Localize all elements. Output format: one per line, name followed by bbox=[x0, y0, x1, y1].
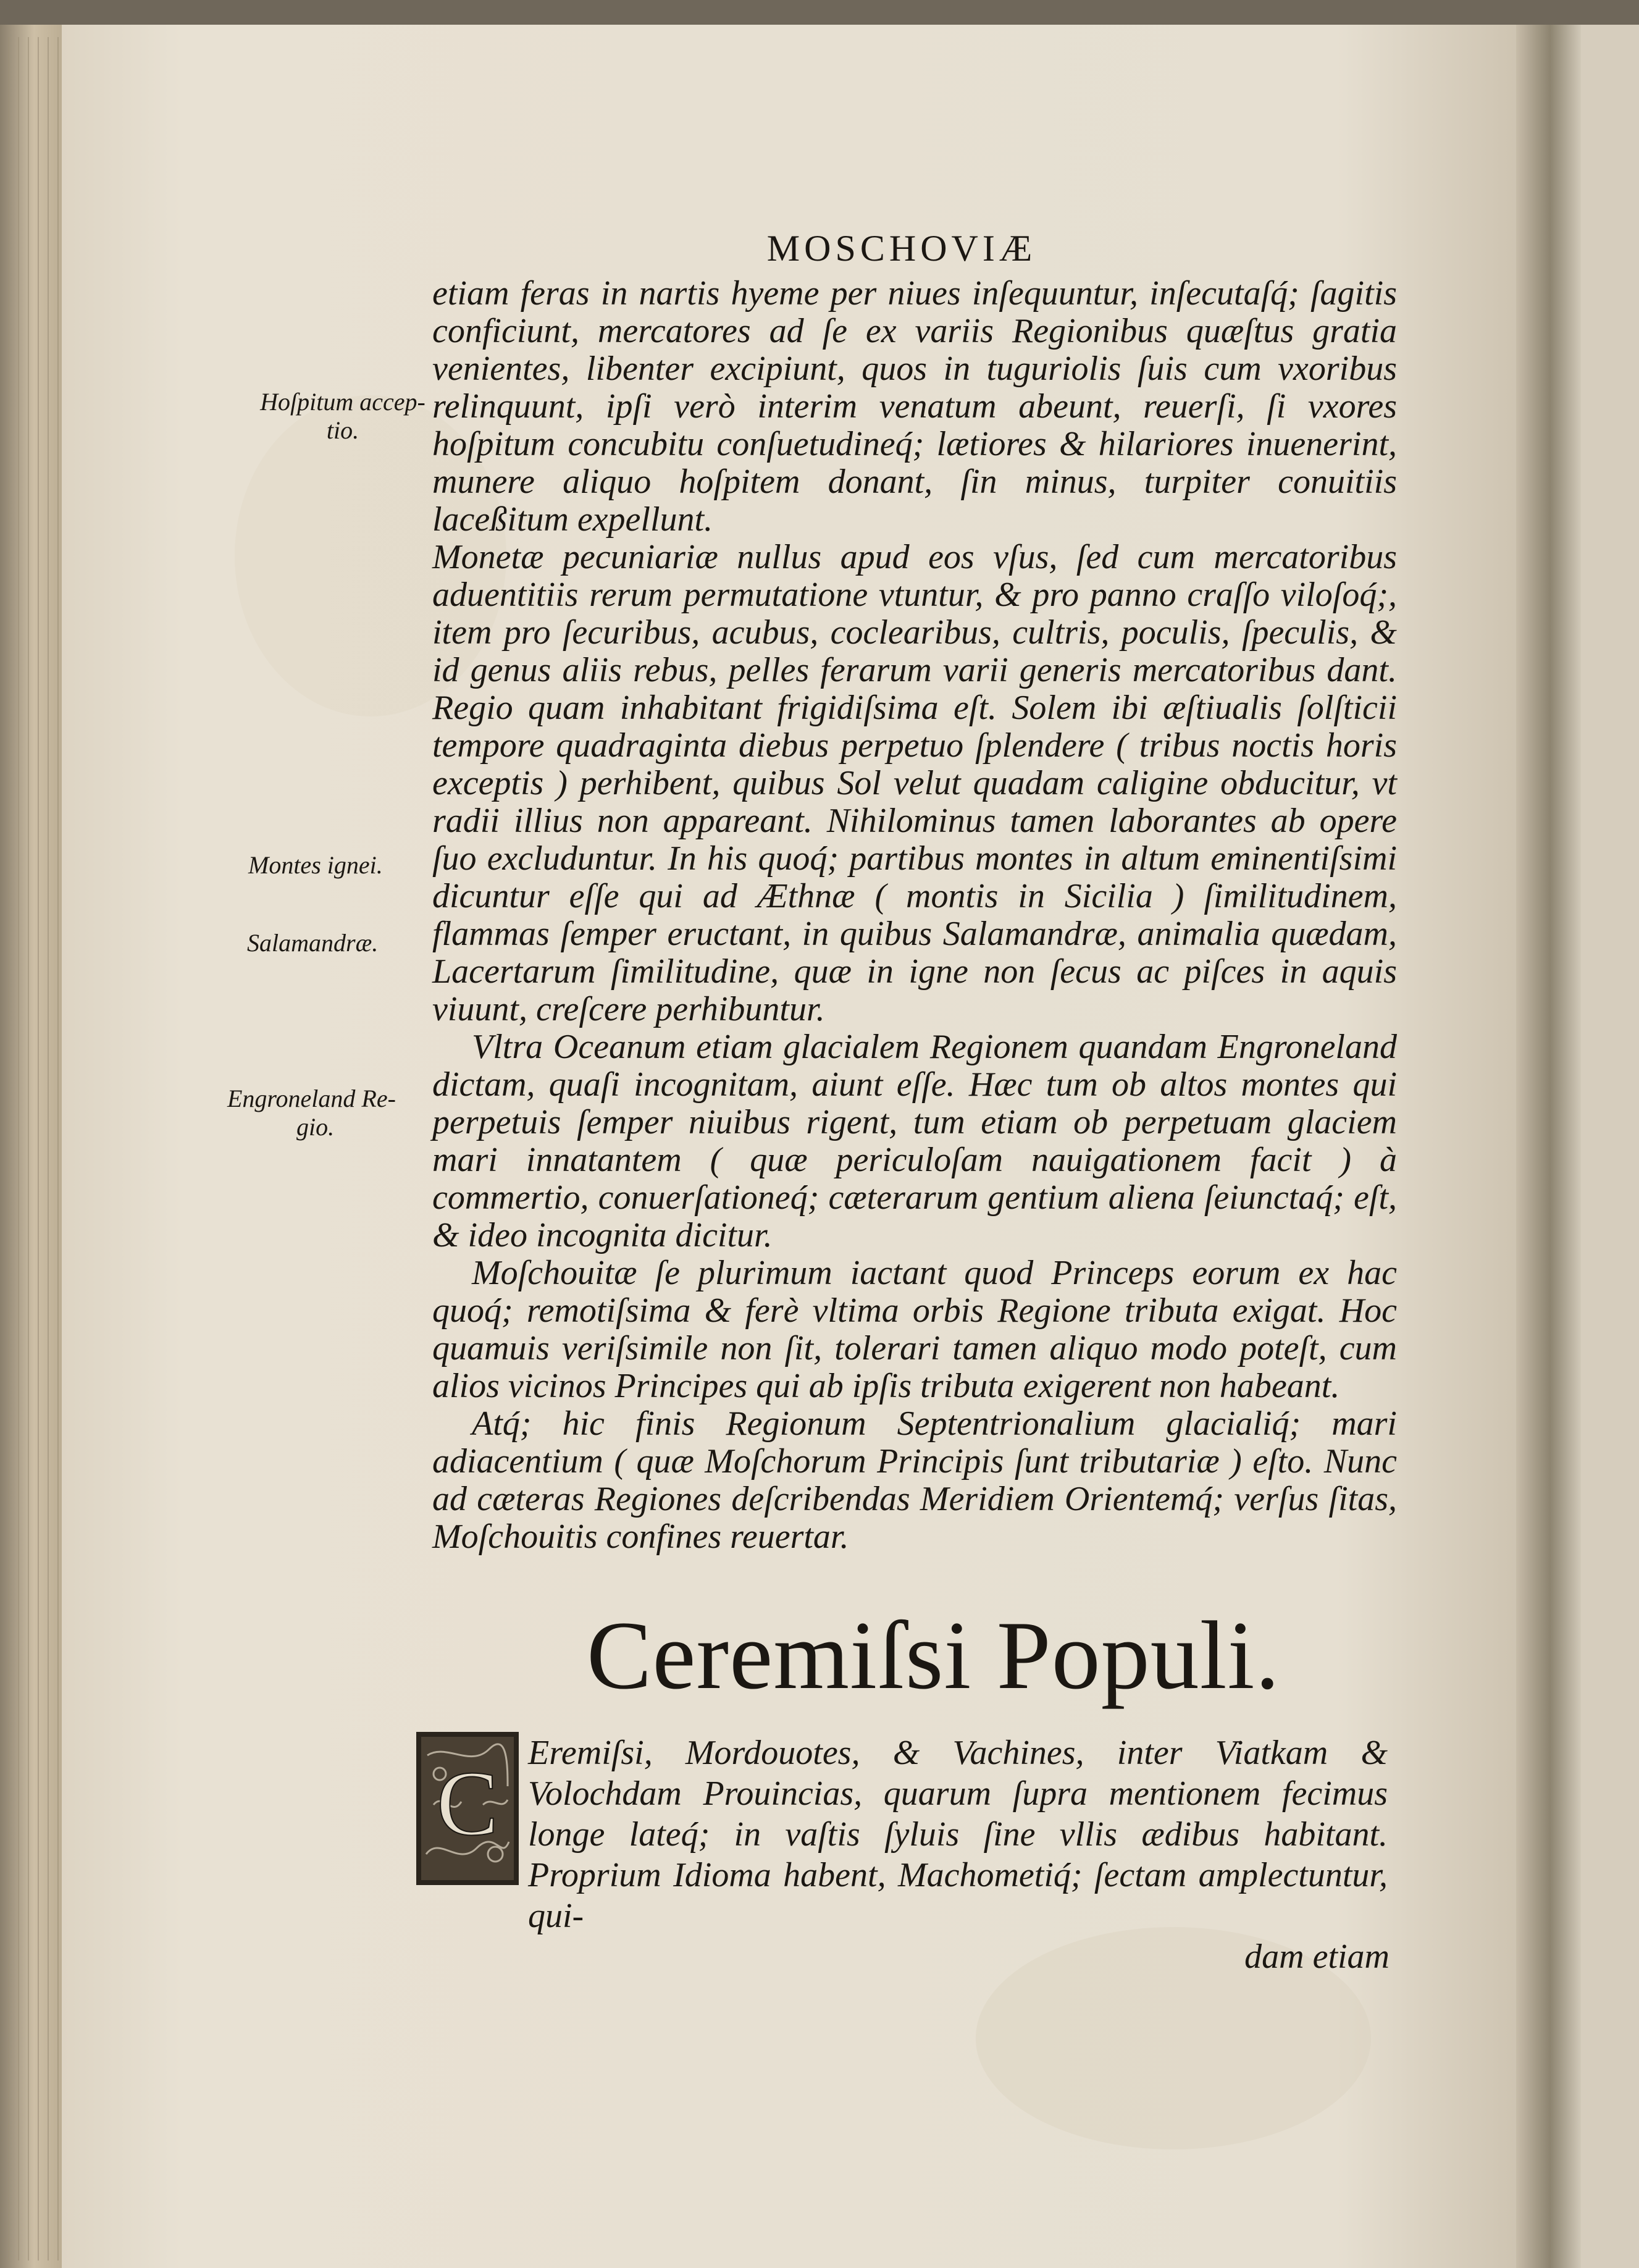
paragraph-engroneland: Vltra Oceanum etiam glacialem Regionem quandam Engroneland dictam, quaſi incognitam, aiunt eſſe. Hæc tum ob altos montes qui perpetuis ſemper niuibus rigent, tum etiam ob perpetuam glaciem mari innatantem ( quæ periculoſam nauigationem facit ) à commertio, conuerſationeq́; cæterarum gentium aliena ſeiunctaq́; eſt, & ideo incognita dicitur. bbox=[432, 1028, 1397, 1254]
main-text-block bbox=[432, 275, 1397, 1556]
decorated-initial bbox=[415, 1731, 520, 1886]
margin-note-engroneland bbox=[227, 1085, 425, 1141]
ceremissi-text: Eremiſsi, Mordouotes, & Vachines, inter Viatkam & Volochdam Prouincias, quarum ſupra mentionem fecimus longe lateq́; in vaſtis ſyluis ſine vllis ædibus habitant. Proprium Idioma habent, Machometiq́; ſectam amplectuntur, qui- bbox=[528, 1734, 1388, 1935]
section-title: Ceremiſsi Populi. bbox=[587, 1602, 1280, 1710]
paragraph-currency: Monetæ pecuniariæ nullus apud eos vſus, ſed cum mercatoribus aduentitiis rerum permutatione vtuntur, & pro panno craſſo viloſoq́;, item pro ſecuribus, acubus, coclearibus, cultris, poculis, ſpeculis, & id genus aliis rebus, pelles ferarum varii generis mercatoribus dant. Regio quam inhabitant frigidiſsima eſt. Solem ibi æſtiualis ſolſticii tempore quadraginta diebus perpetuo ſplendere ( tribus noctis horis exceptis ) perhibent, quibus Sol velut quadam caligine obducitur, vt radii illius non appareant. Nihilominus tamen laborantes ab opere ſuo excluduntur. In his quoq́; partibus montes in altum eminentiſsimi dicuntur eſſe qui ad Æthnæ ( montis in Sicilia ) ſimilitudinem, flammas ſemper eructant, in quibus Salamandræ, animalia quædam, Lacertarum ſimilitudine, quæ in igne non ſecus ac piſces in aquis viuunt, creſcere perhibuntur. bbox=[432, 538, 1397, 1028]
margin-note-montes: Montes ignei. bbox=[248, 851, 383, 879]
running-head: MOSCHOVIÆ bbox=[766, 228, 1037, 269]
ceremissi-paragraph bbox=[528, 1732, 1388, 1936]
paragraph-tributes: Moſchouitæ ſe plurimum iactant quod Princeps eorum ex hac quoq́; remotiſsima & ferè vltima orbis Regione tributa exigat. Hoc quamuis veriſsimile non ſit, tolerari tamen aliquo modo poteſt, cum alios vicinos Principes qui ab ipſis tributa exigerent non habeant. bbox=[432, 1254, 1397, 1405]
initial-letter: C bbox=[436, 1752, 499, 1855]
facing-page bbox=[1581, 25, 1639, 2268]
catchword: dam etiam bbox=[1244, 1938, 1390, 1976]
gutter-shadow bbox=[1516, 25, 1584, 2268]
margin-note-salamandrae: Salamandræ. bbox=[247, 929, 379, 957]
margin-note-hospitum: Hoſpitum accep-tio. bbox=[260, 388, 425, 444]
margin-note-engroneland-line2: gio. bbox=[296, 1113, 335, 1141]
paragraph-conclusion: Atq́; hic finis Regionum Septentrionalium glacialiq́; mari adiacentium ( quæ Moſchorum Principis ſunt tributariæ ) eſto. Nunc ad cæteras Regiones deſcribendas Meridiem Orientemq́; verſus ſitas, Moſchouitis confines reuertar. bbox=[432, 1405, 1397, 1556]
margin-note-engroneland-line1: Engroneland Re- bbox=[227, 1085, 396, 1112]
paragraph-hospitality: etiam feras in nartis hyeme per niues inſequuntur, inſecutaſq́; ſagitis conficiunt, mercatores ad ſe ex variis Regionibus quæſtus gratia venientes, libenter excipiunt, quos in tuguriolis ſuis cum vxoribus relinquunt, ipſi verò interim venatum abeunt, reuerſi, ſi vxores hoſpitum concubitu conſuetudineq́; lætiores & hilariores inuenerint, munere aliquo hoſpitem donant, ſin minus, turpiter conuitiis laceßitum expellunt. bbox=[432, 274, 1397, 539]
